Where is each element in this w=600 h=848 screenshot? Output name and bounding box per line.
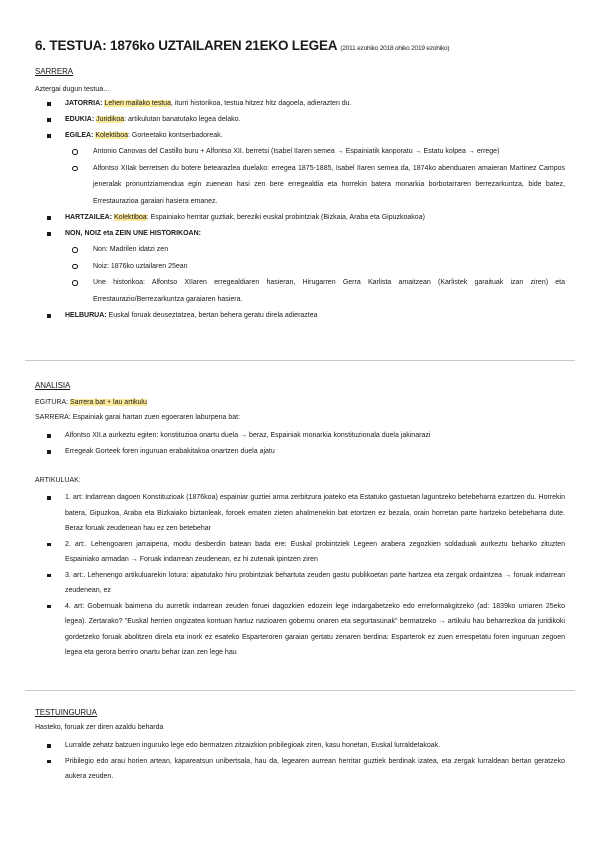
title-main: 6. TESTUA: 1876ko UZTAILAREN 21EKO LEGEA — [35, 38, 337, 53]
article-item: 3. art:. Lehenengo artikuluarekin lotura: aipatutako hiru probintziak behartuta zeuden gastu publikoetan parte hartzea eta zergak ordaintzea → foruak indarrean zeudenean, ez — [35, 568, 565, 599]
article-item: 2. art:. Lehengoaren jarraipena, modu desberdin batean bada ere: Euskal probintziek Legeen arabera zegozkien soldaduak aurkeztu beharko zituzten Espainiako armadan → Foruak indarrean zeudenean, ez hi zutenak ipintzen ziren — [35, 537, 565, 568]
item-label: EDUKIA: — [65, 116, 95, 123]
section-heading-testuingurua: TESTUINGURUA — [35, 708, 97, 717]
item-highlight: Kolektiboa — [114, 214, 147, 221]
item-label: NON, NOIZ eta ZEIN UNE HISTORIKOAN: — [65, 230, 201, 237]
section-heading-analisia: ANALISIA — [35, 381, 71, 390]
item-text: Euskal foruak deuseztatzea, bertan behera geratu direla adieraztea — [106, 312, 318, 319]
list-item: Lurralde zehatz batzuen inguruko lege edo bermatzen zitzaizkion pribilegioak ziren, kasu honetan, Euskal lurraldetakoak. — [35, 738, 565, 754]
item-label: JATORRIA: — [65, 100, 103, 107]
testuingurua-intro: Hasteko, foruak zer diren azaldu beharda — [35, 724, 164, 731]
non-sublist — [65, 242, 565, 308]
item-label: EGILEA: — [65, 132, 94, 139]
item-text: : Espainiako herritar guztiak, bereziki euskal probintziak (Bizkaia, Araba eta Gipuzkoakoa) — [146, 214, 425, 221]
sarrera-list — [35, 96, 565, 324]
page-title — [35, 38, 575, 53]
artikuluak-label: ARTIKULUAK: — [35, 477, 81, 484]
item-label: HARTZAILEA: — [65, 214, 113, 221]
egitura-label: EGITURA: — [35, 399, 69, 406]
list-item-hartzailea — [35, 210, 565, 226]
sublist-item: Non: Madrilen idatzi zen — [65, 242, 565, 259]
list-item: Pribilegio edo arau horien artean, kapareatsun unibertsala, hau da, legearen aurrean herritar guztiek berdinak izatea, eta zergak lurraldean bertan geratzeko aukera zeuden. — [35, 754, 565, 785]
item-highlight: Lehen mailako testua — [104, 100, 171, 107]
list-item: Erregeak Gorteek foren inguruan erabakitakoa onartzen duela ajatu — [35, 444, 565, 460]
title-subtitle: (2011 ezohiko 2018 ohiko 2019 ezohiko) — [340, 45, 450, 52]
list-item-jatorria — [35, 96, 565, 112]
list-item: Alfontso XII.a aurkeztu egiten: konstituzioa onartu duela → beraz, Espainiak monarkia konstituzionala duela jakinarazi — [35, 428, 565, 444]
analisia-sarrera-list — [35, 428, 565, 460]
sublist-item: Antonio Canovas del Castillo buru + Alfontso XII. berretsi (Isabel IIaren semea → Espainiatik kanporatu → Estatu kolpea → errege) — [65, 144, 565, 161]
sublist-item: Noiz: 1876ko uztailaren 25ean — [65, 259, 565, 276]
section-divider — [25, 690, 575, 691]
egitura-line — [35, 397, 565, 408]
analisia-sarrera-line: SARRERA: Espainiak garai hartan zuen egoeraren laburpena bat: — [35, 414, 241, 421]
item-text: : artikulutan banatutako legea delako. — [124, 116, 241, 123]
egilea-sublist — [65, 144, 565, 210]
sarrera-intro: Aztergai dugun testua… — [35, 86, 111, 93]
item-text: , iturri historikoa, testua hitzez hitz dagoela, adierazten du. — [170, 100, 352, 107]
item-label: HELBURUA: — [65, 312, 107, 319]
section-divider — [25, 360, 575, 361]
article-item: 4. art: Gobernuak baimena du aurretik indarrean zeuden foruei dagozkien edozein lege indargabetzeko edo erreformakgitzeko (ad: 1839ko urriaren 25eko legea). Zertarako? "Euskal herrien ongizatea kontuan hartuz nazioaren gobernu onaren eta segurtasunak" bermatzeko → artikulu hau beharrezkoa da juridikoki gordetzeko foruak abolitzen direla eta inork ez esateko Esparteroren garaian gertatu zenaren berdina: Esparterok ez zuen errespetatu foren inguruan zegoen legea eta gerora berriro onartu behar izan zen lege hau — [35, 599, 565, 661]
sublist-item: Alfontso XIIak berretsen du botere betearazlea duelako: erregea 1875-1885, Isabel IIaren semea da, 1874ko abenduaren amaieran Martinez Campos jeneralak pronuntziamendua egin zuenean hasi zen bere erregealdia eta horrekin batera monarkia borbotarraren berrezarkuntza, bide batez, Errestaurazioa garaiari hasiera emanez. — [65, 161, 565, 211]
egitura-value: Sarrera bat + lau artikulu — [70, 399, 147, 406]
item-text: : Gorteetako kontserbadoreak. — [128, 132, 223, 139]
list-item-edukia — [35, 112, 565, 128]
artikuluak-list — [35, 490, 565, 661]
item-highlight: Juridikoa — [96, 116, 125, 123]
section-heading-sarrera: SARRERA — [35, 67, 73, 76]
list-item-egilea — [35, 128, 565, 210]
testuingurua-list — [35, 738, 565, 785]
list-item-helburua — [35, 308, 565, 324]
article-item: 1. art: Indarrean dagoen Konstituzioak (1876koa) espainiar guztiei arma zerbitzura joateko eta Estatuko gastuetan laguntzeko betebeharra ezartzen du. Horrekin batera, Gipuzkoa, Araba eta Bizkaiako biztanleak, foroek ematen zieten ahalmenekin bat etortzen ez bezala, orain horretan parte hartzeko betebeharra dute. Beraz foruak zeudenean hau ez zen betebehar — [35, 490, 565, 537]
list-item-non-noiz — [35, 226, 565, 308]
item-highlight: Kolektiboa — [95, 132, 129, 139]
sublist-item: Une historikoa: Alfontso XIIaren erregealdiaren hasieran, Hirugarren Gerra Karlista amaitzean (Karlistek garaituak izan ziren) eta Errestaurazio/Berrezarkuntza garaiaren hasiera. — [65, 275, 565, 308]
